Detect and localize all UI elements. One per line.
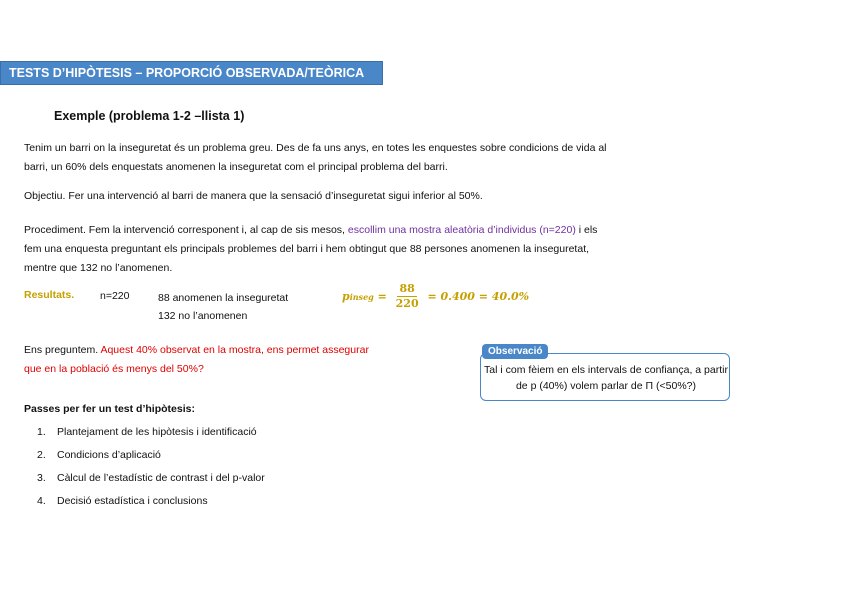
intro-line-1: Tenim un barri on la inseguretat és un problema greu. Des de fa uns anys, en totes les enquestes sobre condicions de vida al [24,142,607,154]
step-item [37,472,265,484]
question-highlight-1: Aquest 40% observat en la mostra, ens permet assegurar [100,344,369,356]
formula-result: = 0.400 = 40.0% [423,290,530,303]
question-paragraph [24,341,424,379]
formula-numerator: 88 [399,282,415,295]
question-highlight-2: que en la població és menys del 50%? [24,363,204,375]
step-number: 3. [37,472,46,484]
step-number: 1. [37,426,46,438]
sample-highlight: escollim una mostra aleatòria d’individus (n=220) [347,224,576,236]
step-text: Càlcul de l’estadístic de contrast i del p-valor [57,472,265,484]
question-prefix: Ens preguntem. [24,344,101,356]
steps-title: Passes per fer un test d’hipòtesis: [24,403,195,415]
formula-denominator: 220 [395,297,419,310]
step-text: Condicions d’aplicació [57,449,161,461]
step-item [37,495,208,507]
procedure-intro-text: Procediment. Fem la intervenció corresponent i, al cap de sis mesos, [24,224,348,236]
count-no: 132 no l’anomenen [158,310,248,322]
results-counts [158,289,288,325]
step-item [37,426,257,438]
step-number: 2. [37,449,46,461]
sample-size: n=220 [100,290,130,302]
procedure-line-1-end: i els [575,224,598,236]
formula-symbol: p [342,290,350,303]
example-title: Exemple (problema 1-2 –llista 1) [54,109,245,123]
procedure-paragraph [24,221,654,278]
formula-equals: = [373,290,391,303]
intro-paragraph [24,139,654,177]
procedure-line-1 [24,221,654,240]
observation-text: Tal i com fèiem en els intervals de confiança, a partir de p (40%) volem parlar de Π (<50%?) [484,364,728,392]
observation-label: Observació [482,344,548,359]
count-yes: 88 anomenen la inseguretat [158,292,289,304]
step-item [37,449,161,461]
question-line-1 [24,341,424,360]
formula-fraction [394,282,421,311]
step-text: Plantejament de les hipòtesis i identificació [57,426,257,438]
page-banner-title: TESTS D’HIPÒTESIS – PROPORCIÓ OBSERVADA/TEÒRICA [0,61,383,85]
intro-line-2: barri, un 60% dels enquestats anomenen la inseguretat com el principal problema del barri. [24,161,448,173]
step-number: 4. [37,495,46,507]
proportion-formula [342,282,529,311]
procedure-line-3: mentre que 132 no l’anomenen. [24,262,173,274]
results-label: Resultats. [24,289,75,301]
objective-paragraph: Objectiu. Fer una intervenció al barri de manera que la sensació d’inseguretat sigui inferior al 50%. [24,190,483,202]
formula-subscript: inseg [349,291,374,302]
procedure-line-2: fem una enquesta preguntant els principals problemes del barri i hem obtingut que 88 persones anomenen la inseguretat, [24,243,590,255]
step-text: Decisió estadística i conclusions [57,495,208,507]
